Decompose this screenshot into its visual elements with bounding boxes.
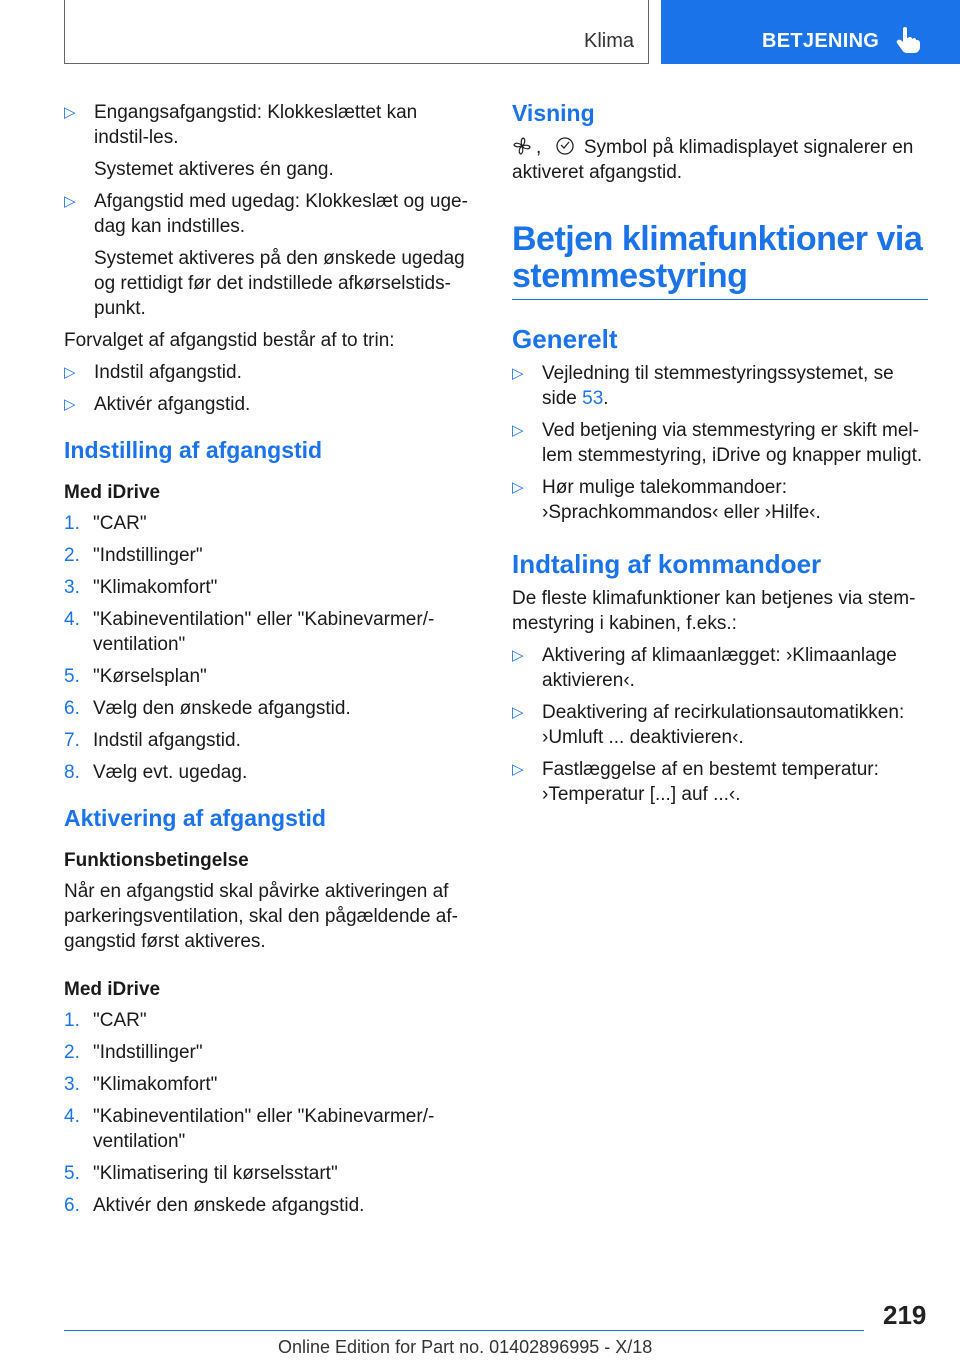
header-section-title: Klima: [583, 30, 634, 52]
numbered-item: 6. Aktivér den ønskede afgangstid.: [64, 1195, 365, 1216]
bullet-marker: ▷: [512, 365, 524, 382]
numbered-list-2: [64, 1008, 479, 1218]
list-item-sub: Systemet aktiveres én gang.: [94, 159, 334, 180]
numbered-item: 1. "CAR": [64, 1010, 147, 1031]
list-item-text: Indstil afgangstid.: [94, 362, 242, 383]
list-item: ▷ Hør mulige talekommandoer: ›Sprachkommandos‹ eller ›Hilfe‹.: [512, 477, 821, 523]
subheading-med-idrive: Med iDrive: [64, 979, 161, 1000]
section-heading-indstilling: Indstilling af afgangstid: [64, 437, 323, 463]
list-item-text: Engangsafgangstid: Klokkeslættet kan indstil-les.: [94, 102, 418, 148]
condition-paragraph: Når en afgangstid skal påvirke aktiveringen af parkeringsventilation, skal den pågældende af-gangstid først aktiveres.: [64, 881, 458, 952]
bullet-marker: ▷: [64, 193, 76, 210]
chapter-heading-line1: Betjen klimafunktioner via: [512, 220, 923, 258]
numbered-item: 8. Vælg evt. ugedag.: [64, 762, 248, 783]
visning-paragraph: [512, 135, 928, 185]
right-column: [512, 100, 928, 814]
section-heading-aktivering: Aktivering af afgangstid: [64, 805, 326, 831]
numbered-item: 4. "Kabineventilation" eller "Kabinevarmer/-ventilation": [64, 1106, 435, 1152]
numbered-item: 3. "Klimakomfort": [64, 577, 218, 598]
page-number: 219: [883, 1300, 927, 1330]
numbered-item: 5. "Klimatisering til kørselsstart": [64, 1163, 338, 1184]
chapter-heading-line2: stemmestyring: [512, 257, 748, 295]
list-item: ▷ Ved betjening via stemmestyring er skift mel-lem stemmestyring, iDrive og knapper muligt.: [512, 420, 923, 466]
generelt-list: [512, 361, 928, 525]
indtaling-paragraph: De fleste klimafunktioner kan betjenes via stem-mestyring i kabinen, f.eks.:: [512, 588, 916, 634]
visning-text: Symbol på klimadisplayet signalerer en aktiveret afgangstid.: [512, 137, 914, 183]
fan-icon: [512, 136, 532, 156]
step-list: [64, 360, 479, 417]
list-item-text: Aktivér afgangstid.: [94, 394, 251, 415]
bullet-marker: ▷: [64, 396, 76, 413]
bullet-marker: ▷: [512, 704, 524, 721]
bullet-marker: ▷: [512, 479, 524, 496]
intro-paragraph: Forvalget af afgangstid består af to trin:: [64, 330, 395, 351]
list-item: [64, 100, 479, 182]
list-item: [64, 360, 479, 385]
section-heading-generelt: Generelt: [512, 324, 618, 354]
numbered-list-1: [64, 511, 479, 785]
numbered-item: 4. "Kabineventilation" eller "Kabinevarmer/-ventilation": [64, 609, 435, 655]
numbered-item: 5. "Kørselsplan": [64, 666, 207, 687]
list-item: ▷ Deaktivering af recirkulationsautomatikken: ›Umluft ... deaktivieren‹.: [512, 702, 905, 748]
numbered-item: 3. "Klimakomfort": [64, 1074, 218, 1095]
footer-divider: [64, 1330, 864, 1331]
numbered-item: 2. "Indstillinger": [64, 545, 203, 566]
list-item-sub: Systemet aktiveres på den ønskede ugedag og rettidigt før det indstillede afkørselstids-punkt.: [94, 248, 465, 319]
subheading-med-idrive: Med iDrive: [64, 482, 161, 503]
numbered-item: 7. Indstil afgangstid.: [64, 730, 241, 751]
list-item: [64, 392, 479, 417]
numbered-item: 6. Vælg den ønskede afgangstid.: [64, 698, 351, 719]
chapter-heading-block: [512, 221, 928, 300]
section-heading-visning: Visning: [512, 100, 595, 126]
numbered-item: 1. "CAR": [64, 513, 147, 534]
intro-list: [64, 100, 479, 321]
list-item-text: Afgangstid med ugedag: Klokkeslæt og uge-dag kan indstilles.: [94, 191, 468, 237]
bullet-marker: ▷: [512, 422, 524, 439]
clock-icon: [555, 136, 575, 156]
indtaling-list: [512, 643, 928, 807]
bullet-marker: ▷: [64, 104, 76, 121]
left-column: [64, 100, 479, 1225]
list-item: ▷ Vejledning til stemmestyringssystemet, se side 53.: [512, 363, 894, 409]
bullet-marker: ▷: [512, 647, 524, 664]
list-item: [64, 189, 479, 321]
subheading-funktionsbetingelse: Funktionsbetingelse: [64, 850, 249, 871]
footer-edition: Online Edition for Part no. 01402896995 - X/18: [278, 1337, 653, 1357]
list-item: ▷ Fastlæggelse af en bestemt temperatur: ›Temperatur [...] auf ...‹.: [512, 759, 879, 805]
header-chapter-label: BETJENING: [762, 30, 880, 52]
visning-separator: ,: [536, 137, 542, 158]
header-section-box: [64, 0, 649, 64]
bullet-marker: ▷: [64, 364, 76, 381]
hand-pointer-icon: [895, 26, 921, 54]
list-item: ▷ Aktivering af klimaanlægget: ›Klimaanlage aktivieren‹.: [512, 645, 897, 691]
numbered-item: 2. "Indstillinger": [64, 1042, 203, 1063]
section-heading-indtaling: Indtaling af kommandoer: [512, 549, 822, 579]
page-link-53[interactable]: 53: [582, 388, 604, 409]
header-chapter-tab[interactable]: [661, 0, 960, 64]
bullet-marker: ▷: [512, 761, 524, 778]
